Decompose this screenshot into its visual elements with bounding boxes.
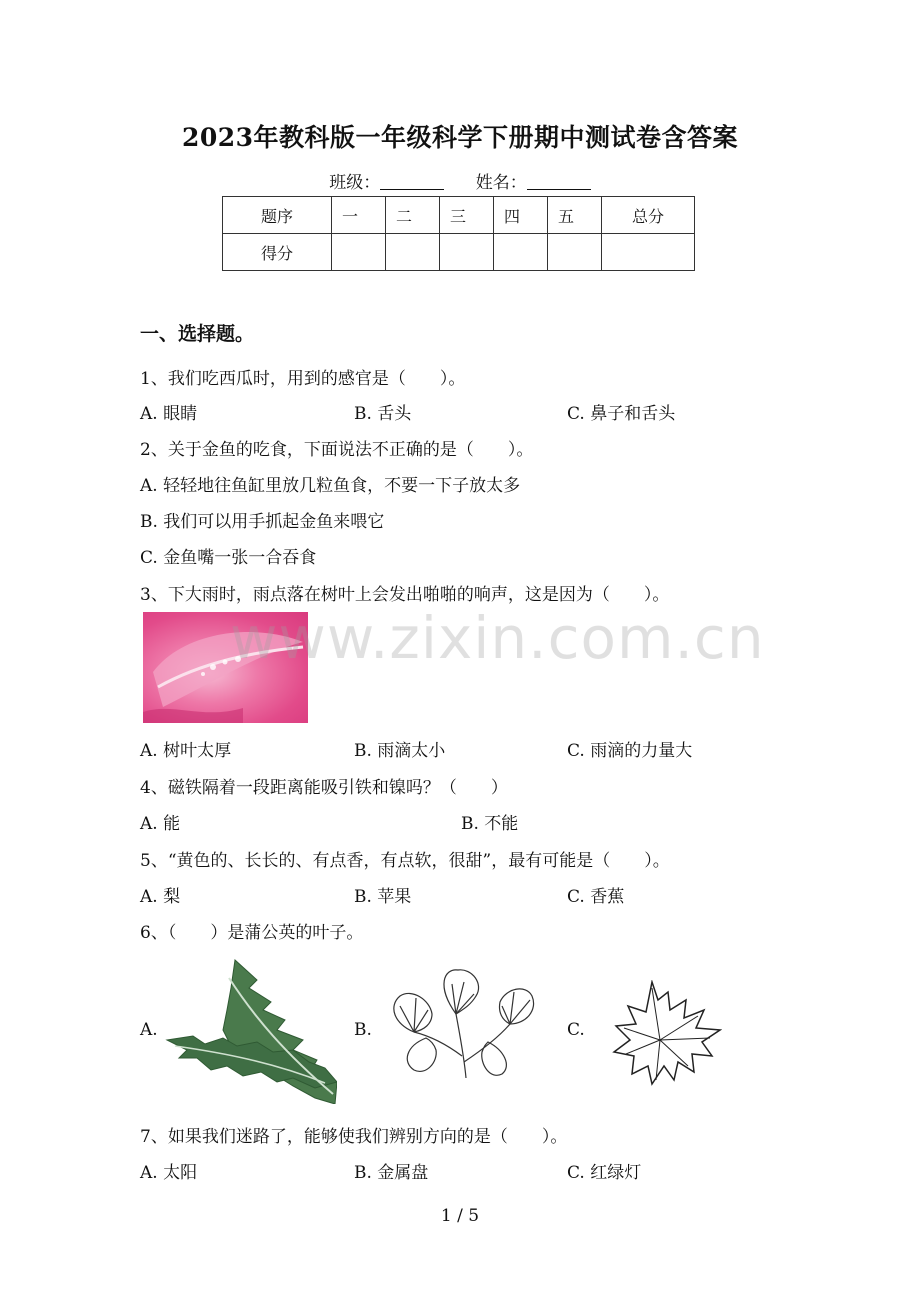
score-header-cell: 总分 xyxy=(602,197,695,234)
option-c[interactable]: C. 红绿灯 xyxy=(567,1163,642,1183)
maple-leaf-image xyxy=(612,980,722,1086)
question-7: 7、如果我们迷路了，能够使我们辨别方向的是（ ）。 xyxy=(140,1127,568,1147)
score-header-cell: 二 xyxy=(386,197,440,234)
score-header-cell: 五 xyxy=(548,197,602,234)
question-6: 6、（ ）是蒲公英的叶子。 xyxy=(140,923,364,943)
score-cell[interactable] xyxy=(494,234,548,271)
question-3: 3、下大雨时，雨点落在树叶上会发出啪啪的响声，这是因为（ ）。 xyxy=(140,585,670,605)
class-label: 班级： xyxy=(329,173,381,193)
option-b[interactable]: B. 苹果 xyxy=(354,887,412,907)
score-cell[interactable] xyxy=(332,234,386,271)
option-c[interactable]: C. 雨滴的力量大 xyxy=(567,741,693,761)
option-c[interactable]: C. 金鱼嘴一张一合吞食 xyxy=(140,548,317,568)
question-4: 4、磁铁隔着一段距离能吸引铁和镍吗？（ ） xyxy=(140,778,508,798)
option-a[interactable]: A. 眼睛 xyxy=(140,404,198,424)
name-label: 姓名： xyxy=(475,173,527,193)
score-header-cell: 题序 xyxy=(223,197,332,234)
option-b[interactable]: B. xyxy=(354,1020,372,1040)
option-a[interactable]: A. 太阳 xyxy=(140,1163,198,1183)
option-b[interactable]: B. 不能 xyxy=(461,814,519,834)
class-blank[interactable] xyxy=(380,173,444,190)
option-a[interactable]: A. 轻轻地往鱼缸里放几粒鱼食，不要一下子放太多 xyxy=(140,476,521,496)
option-b[interactable]: B. 舌头 xyxy=(354,404,412,424)
section-title: 一、选择题。 xyxy=(140,323,255,345)
score-row-label: 得分 xyxy=(223,234,332,271)
option-c[interactable]: C. 鼻子和舌头 xyxy=(567,404,676,424)
score-cell[interactable] xyxy=(386,234,440,271)
option-c[interactable]: C. xyxy=(567,1020,585,1040)
option-c[interactable]: C. 香蕉 xyxy=(567,887,625,907)
score-cell[interactable] xyxy=(440,234,494,271)
score-header-cell: 一 xyxy=(332,197,386,234)
option-a[interactable]: A. xyxy=(140,1020,158,1040)
option-b[interactable]: B. 雨滴太小 xyxy=(354,741,446,761)
score-cell[interactable] xyxy=(548,234,602,271)
option-b[interactable]: B. 金属盘 xyxy=(354,1163,429,1183)
page-number: 1 / 5 xyxy=(440,1206,480,1226)
score-table xyxy=(222,196,695,271)
question-5: 5、“黄色的、长长的、有点香，有点软，很甜”，最有可能是（ ）。 xyxy=(140,851,670,871)
question-1: 1、我们吃西瓜时，用到的感官是（ ）。 xyxy=(140,369,466,389)
option-a[interactable]: A. 能 xyxy=(140,814,181,834)
name-blank[interactable] xyxy=(527,173,591,190)
dandelion-leaf-image xyxy=(165,958,337,1104)
option-a[interactable]: A. 梨 xyxy=(140,887,181,907)
score-cell[interactable] xyxy=(602,234,695,271)
ginkgo-leaf-image xyxy=(386,966,538,1080)
option-b[interactable]: B. 我们可以用手抓起金鱼来喂它 xyxy=(140,512,385,532)
score-table-header-row xyxy=(223,197,695,234)
student-info xyxy=(0,168,920,193)
page-title: 2023年教科版一年级科学下册期中测试卷含答案 xyxy=(181,123,739,152)
question-2: 2、关于金鱼的吃食，下面说法不正确的是（ ）。 xyxy=(140,440,534,460)
option-a[interactable]: A. 树叶太厚 xyxy=(140,741,232,761)
score-header-cell: 三 xyxy=(440,197,494,234)
score-header-cell: 四 xyxy=(494,197,548,234)
score-table-row xyxy=(223,234,695,271)
watermark: www.zixin.com.cn xyxy=(230,604,765,672)
